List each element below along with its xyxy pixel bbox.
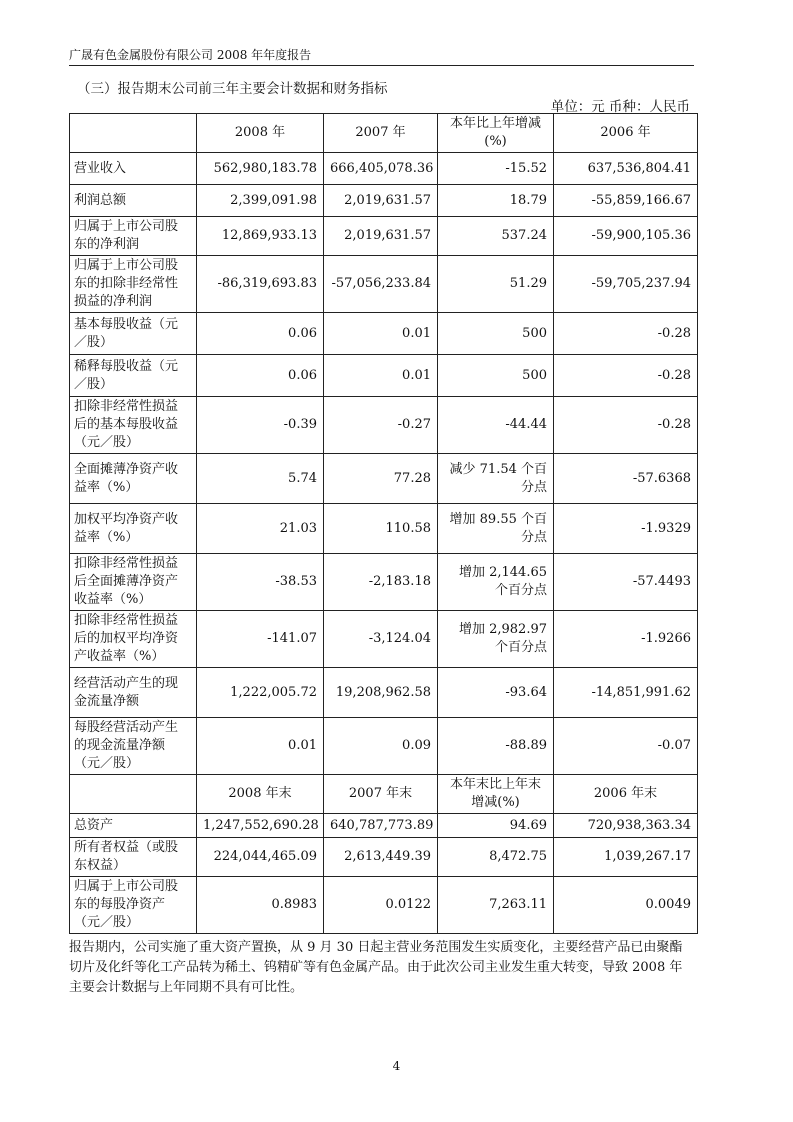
table-row: [70, 814, 698, 838]
table-cell: -0.39: [197, 397, 324, 454]
header-divider: [69, 65, 694, 66]
column-header: [70, 114, 197, 153]
column-header: 本年比上年增减(%): [438, 114, 554, 153]
table-cell: 5.74: [197, 454, 324, 504]
financial-data-table: [69, 113, 698, 934]
table-cell: -15.52: [438, 153, 554, 185]
table-cell: 2,019,631.57: [324, 185, 438, 217]
row-label: 扣除非经常性损益后的加权平均净资产收益率（%）: [70, 611, 197, 668]
column-header: 2008 年: [197, 114, 324, 153]
currency-unit: 单位：元 币种：人民币: [550, 99, 690, 115]
table-cell: -59,900,105.36: [554, 217, 698, 256]
row-label: 扣除非经常性损益后的基本每股收益（元／股）: [70, 397, 197, 454]
table-cell: 0.09: [324, 718, 438, 775]
table-row: [70, 256, 698, 313]
table-cell: -86,319,693.83: [197, 256, 324, 313]
table-cell: 18.79: [438, 185, 554, 217]
column-header: 2006 年: [554, 114, 698, 153]
report-header: 广晟有色金属股份有限公司 2008 年年度报告: [69, 48, 312, 62]
table-cell: 1,039,267.17: [554, 838, 698, 877]
row-label: 利润总额: [70, 185, 197, 217]
row-label: 扣除非经常性损益后全面摊薄净资产收益率（%）: [70, 554, 197, 611]
table-cell: 637,536,804.41: [554, 153, 698, 185]
row-label: 经营活动产生的现金流量净额: [70, 668, 197, 718]
table-cell: -88.89: [438, 718, 554, 775]
column-header: 2007 年: [324, 114, 438, 153]
table-cell: 0.0122: [324, 877, 438, 934]
table-cell: -57.6368: [554, 454, 698, 504]
column-header: 2006 年末: [554, 775, 698, 814]
table-cell: -59,705,237.94: [554, 256, 698, 313]
table-row: [70, 554, 698, 611]
table-cell: 增加 2,982.97 个百分点: [438, 611, 554, 668]
section-title: （三）报告期末公司前三年主要会计数据和财务指标: [77, 81, 388, 97]
table-row: [70, 454, 698, 504]
column-header: 2007 年末: [324, 775, 438, 814]
table-cell: 94.69: [438, 814, 554, 838]
row-label: 归属于上市公司股东的扣除非经常性损益的净利润: [70, 256, 197, 313]
table-cell: 0.01: [324, 313, 438, 355]
table-row: [70, 504, 698, 554]
table-cell: 562,980,183.78: [197, 153, 324, 185]
row-label: 所有者权益（或股东权益）: [70, 838, 197, 877]
row-label: 营业收入: [70, 153, 197, 185]
table-cell: 77.28: [324, 454, 438, 504]
table-cell: -14,851,991.62: [554, 668, 698, 718]
table-row: [70, 718, 698, 775]
table-row: [70, 838, 698, 877]
table-cell: -1.9266: [554, 611, 698, 668]
table-header-row: [70, 114, 698, 153]
table-row: [70, 217, 698, 256]
column-header: 2008 年末: [197, 775, 324, 814]
table-cell: 0.06: [197, 313, 324, 355]
table-row: [70, 153, 698, 185]
table-cell: -0.07: [554, 718, 698, 775]
table-cell: 0.06: [197, 355, 324, 397]
row-label: 加权平均净资产收益率（%）: [70, 504, 197, 554]
table-cell: 2,399,091.98: [197, 185, 324, 217]
table-cell: 增加 89.55 个百分点: [438, 504, 554, 554]
table-cell: 2,613,449.39: [324, 838, 438, 877]
table-cell: -0.28: [554, 355, 698, 397]
table-cell: 537.24: [438, 217, 554, 256]
table-cell: 720,938,363.34: [554, 814, 698, 838]
table-cell: -57,056,233.84: [324, 256, 438, 313]
column-header: [70, 775, 197, 814]
row-label: 全面摊薄净资产收益率（%）: [70, 454, 197, 504]
table-cell: 224,044,465.09: [197, 838, 324, 877]
table-cell: -3,124.04: [324, 611, 438, 668]
table-row: [70, 313, 698, 355]
table-cell: -55,859,166.67: [554, 185, 698, 217]
table-row: [70, 185, 698, 217]
table-cell: -44.44: [438, 397, 554, 454]
table-cell: -93.64: [438, 668, 554, 718]
table-cell: 2,019,631.57: [324, 217, 438, 256]
table-cell: 0.0049: [554, 877, 698, 934]
table-cell: 0.01: [197, 718, 324, 775]
row-label: 归属于上市公司股东的净利润: [70, 217, 197, 256]
table-cell: 19,208,962.58: [324, 668, 438, 718]
table-cell: 500: [438, 355, 554, 397]
row-label: 归属于上市公司股东的每股净资产（元／股）: [70, 877, 197, 934]
table-row: [70, 668, 698, 718]
table-cell: 500: [438, 313, 554, 355]
table-cell: -2,183.18: [324, 554, 438, 611]
table-cell: 减少 71.54 个百分点: [438, 454, 554, 504]
table-cell: 7,263.11: [438, 877, 554, 934]
table-row: [70, 355, 698, 397]
table-cell: 1,247,552,690.28: [197, 814, 324, 838]
table-cell: 增加 2,144.65 个百分点: [438, 554, 554, 611]
table-cell: 8,472.75: [438, 838, 554, 877]
row-label: 基本每股收益（元／股）: [70, 313, 197, 355]
table-cell: 0.8983: [197, 877, 324, 934]
table-cell: -0.28: [554, 313, 698, 355]
table-cell: -57.4493: [554, 554, 698, 611]
table-cell: 21.03: [197, 504, 324, 554]
table-cell: 110.58: [324, 504, 438, 554]
table-cell: 0.01: [324, 355, 438, 397]
row-label: 每股经营活动产生的现金流量净额（元／股）: [70, 718, 197, 775]
table-row: [70, 397, 698, 454]
column-header: 本年末比上年末增减(%): [438, 775, 554, 814]
table-cell: 1,222,005.72: [197, 668, 324, 718]
table-row: [70, 611, 698, 668]
table-cell: -141.07: [197, 611, 324, 668]
table-cell: 666,405,078.36: [324, 153, 438, 185]
table-cell: 640,787,773.89: [324, 814, 438, 838]
table-cell: -0.27: [324, 397, 438, 454]
table-cell: -0.28: [554, 397, 698, 454]
report-note: 报告期内，公司实施了重大资产置换，从 9 月 30 日起主营业务范围发生实质变化，主要经营产品已由聚酯切片及化纤等化工产品转为稀土、钨精矿等有色金属产品。由于此次公司主业发生重大转变，导致 2008 年主要会计数据与上年同期不具有可比性。: [69, 940, 683, 995]
table-row: [70, 877, 698, 934]
table-cell: -1.9329: [554, 504, 698, 554]
row-label: 稀释每股收益（元／股）: [70, 355, 197, 397]
table-cell: 12,869,933.13: [197, 217, 324, 256]
table-header-row: [70, 775, 698, 814]
page-number: 4: [392, 1059, 401, 1073]
row-label: 总资产: [70, 814, 197, 838]
table-cell: -38.53: [197, 554, 324, 611]
table-cell: 51.29: [438, 256, 554, 313]
